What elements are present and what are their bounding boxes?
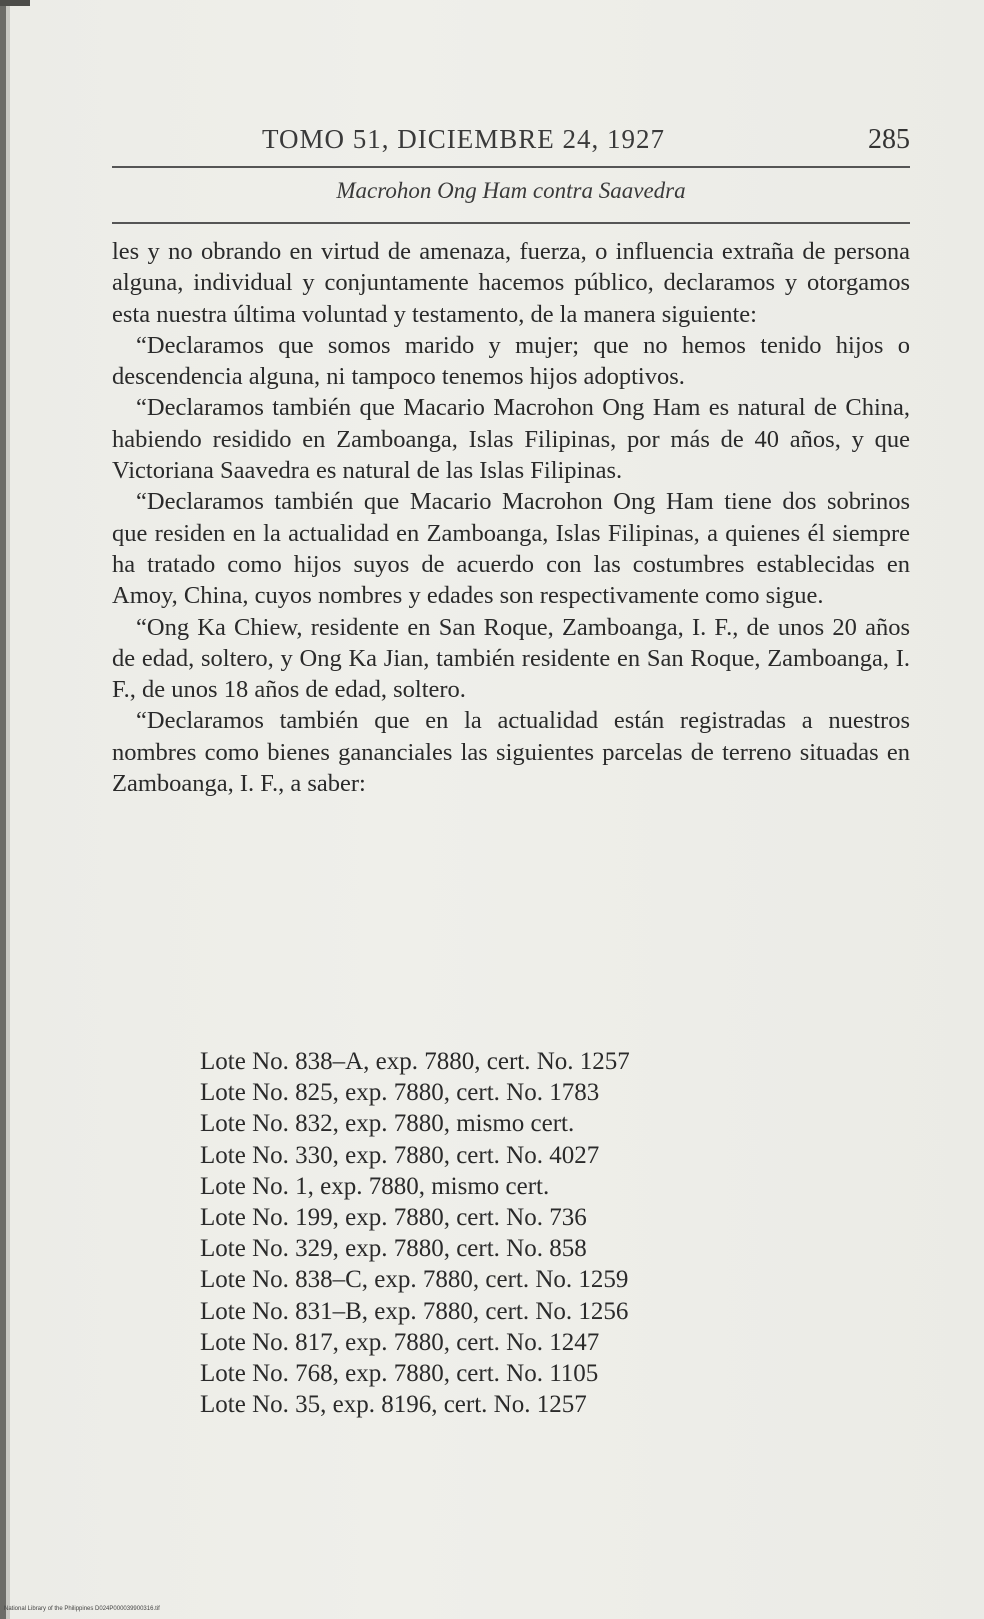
lot-item: Lote No. 1, exp. 7880, mismo cert. (200, 1172, 550, 1200)
lot-item: Lote No. 831–B, exp. 7880, cert. No. 1256 (200, 1297, 629, 1325)
paragraph: “Declaramos también que en la actualidad están registradas a nuestros nombres como bienes gananciales las siguientes parcelas de terreno situadas en Zamboanga, I. F., a saber: (112, 707, 910, 798)
page-binding-shadow (6, 0, 10, 1619)
page-number: 285 (868, 124, 910, 155)
lot-item: Lote No. 838–C, exp. 7880, cert. No. 1259 (200, 1266, 629, 1294)
header-rule-top (112, 166, 910, 168)
running-title: TOMO 51, DICIEMBRE 24, 1927 (262, 124, 666, 154)
paragraph: “Declaramos también que Macario Macrohon Ong Ham tiene dos sobrinos que residen en la actualidad en Zamboanga, Islas Filipinas, a quienes él siempre ha tratado como hijos suyos de acuerdo con las costumbres establecidas en Amoy, China, cuyos nombres y edades son respectivamente como sigue. (112, 488, 910, 610)
lot-item: Lote No. 329, exp. 7880, cert. No. 858 (200, 1235, 587, 1263)
paragraph: “Ong Ka Chiew, residente en San Roque, Zamboanga, I. F., de unos 20 años de edad, soltero, y Ong Ka Jian, también residente en San Roque, Zamboanga, I. F., de unos 18 años de edad, soltero. (112, 613, 910, 704)
lot-item: Lote No. 199, exp. 7880, cert. No. 736 (200, 1204, 587, 1232)
paragraph: les y no obrando en virtud de amenaza, fuerza, o influencia extraña de persona alguna, individual y conjuntamente hacemos público, declaramos y otorgamos esta nuestra última voluntad y testamento, de la manera siguiente: (112, 238, 910, 328)
page-corner-mark (0, 0, 30, 6)
lot-item: Lote No. 832, exp. 7880, mismo cert. (200, 1110, 575, 1138)
lot-list (200, 1046, 630, 1420)
lot-item: Lote No. 35, exp. 8196, cert. No. 1257 (200, 1391, 587, 1419)
paragraph: “Declaramos también que Macario Macrohon Ong Ham es natural de China, habiendo residido en Zamboanga, Islas Filipinas, por más de 40 años, y que Victoriana Saavedra es natural de las Islas Filipinas. (112, 394, 910, 485)
lot-item: Lote No. 330, exp. 7880, cert. No. 4027 (200, 1141, 600, 1169)
lot-item: Lote No. 768, exp. 7880, cert. No. 1105 (200, 1360, 599, 1388)
paragraph: “Declaramos que somos marido y mujer; que no hemos tenido hijos o descendencia alguna, ni tampoco tenemos hijos adoptivos. (112, 331, 910, 391)
scan-footer: National Library of the Philippines D024P000039900316.tif (4, 1606, 160, 1612)
header-rule-bottom (112, 222, 910, 224)
lot-item: Lote No. 838–A, exp. 7880, cert. No. 1257 (200, 1048, 630, 1075)
lot-item: Lote No. 825, exp. 7880, cert. No. 1783 (200, 1079, 600, 1107)
body-text (112, 236, 910, 799)
lot-item: Lote No. 817, exp. 7880, cert. No. 1247 (200, 1328, 600, 1356)
case-title: Macrohon Ong Ham contra Saavedra (336, 178, 686, 203)
page-header (112, 124, 910, 164)
